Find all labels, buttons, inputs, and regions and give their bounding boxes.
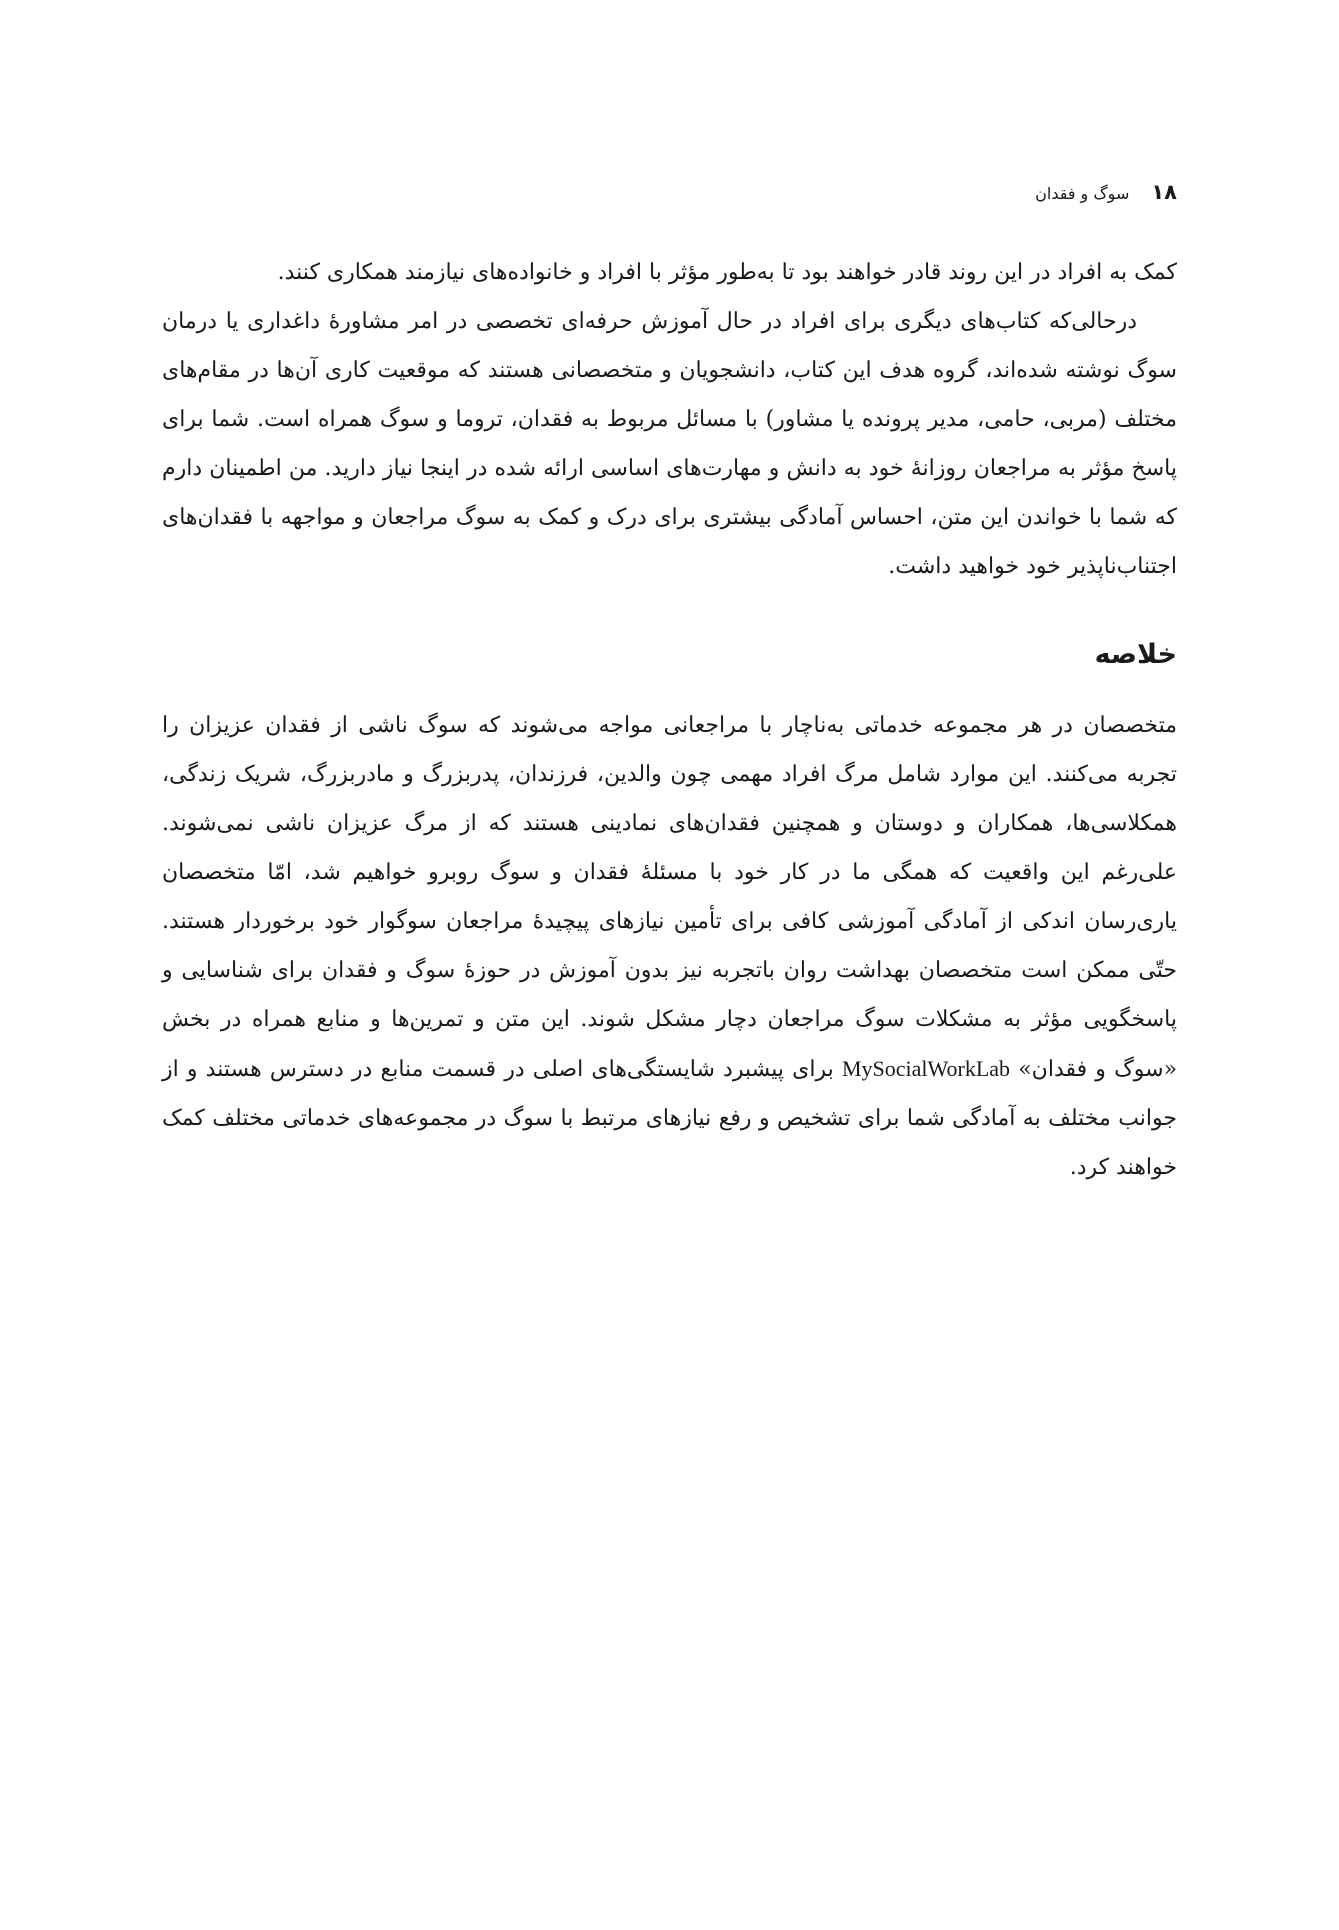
mysocialworklab-term: MySocialWorkLab <box>841 1056 1011 1081</box>
running-head <box>1035 180 1177 204</box>
page-number: ۱۸ <box>1151 180 1177 204</box>
paragraph-summary <box>162 701 1177 1192</box>
running-title: سوگ و فقدان <box>1035 184 1130 203</box>
section-heading-summary: خلاصه <box>1094 639 1177 670</box>
summary-text-part-1: متخصصان در هر مجموعه خدماتی به‌ناچار با مراجعانی مواجه می‌شوند که سوگ ناشی از فقدان عزیزان را تجربه می‌کنند. این موارد شامل مرگ افراد مهمی چون والدین، فرزندان، پدربزرگ و مادربزرگ، شریک زندگی، همکلاسی‌ها، همکاران و دوستان و همچنین فقدان‌های نمادینی هستند که از مرگ عزیزان ناشی نمی‌شوند. علی‌رغم این واقعیت که همگی ما در کار خود با مسئلهٔ فقدان و سوگ روبرو خواهیم شد، امّا متخصصان یاری‌رسان اندکی از آمادگی آموزشی کافی برای تأمین نیازهای پیچیدهٔ مراجعان سوگوار خود برخوردار هستند. حتّی ممکن است متخصصان بهداشت روان باتجربه نیز بدون آموزش در حوزهٔ سوگ و فقدان برای شناسایی و پاسخگویی مؤثر به مشکلات سوگ مراجعان دچار مشکل شوند. این متن و تمرین‌ها و منابع همراه در بخش «سوگ و فقدان» <box>162 713 1178 1082</box>
summary-text-part-2: برای پیشبرد شایستگی‌های اصلی در قسمت منابع در دسترس هستند و از جوانب مختلف به آمادگی شما برای تشخیص و رفع نیازهای مرتبط با سوگ در مجموعه‌های خدماتی مختلف کمک خواهند کرد. <box>162 1057 1177 1180</box>
body-text <box>162 248 1177 1192</box>
paragraph-target-audience: درحالی‌که کتاب‌های دیگری برای افراد در حال آموزش حرفه‌ای تخصصی در امر مشاورهٔ داغداری یا درمان سوگ نوشته شده‌اند، گروه هدف این کتاب، دانشجویان و متخصصانی هستند که موقعیت کاری آن‌ها در مقام‌های مختلف (مربی، حامی، مدیر پرونده یا مشاور) با مسائل مربوط به فقدان، تروما و سوگ همراه است. شما برای پاسخ مؤثر به مراجعان روزانهٔ خود به دانش و مهارت‌های اساسی ارائه شده در اینجا نیاز دارید. من اطمینان دارم که شما با خواندن این متن، احساس آمادگی بیشتری برای درک و کمک به سوگ مراجعان و مواجهه با فقدان‌های اجتناب‌ناپذیر خود خواهید داشت. <box>162 309 1177 579</box>
paragraph-continued: کمک به افراد در این روند قادر خواهند بود تا به‌طور مؤثر با افراد و خانواده‌های نیازمند همکاری کنند. <box>277 260 1177 285</box>
